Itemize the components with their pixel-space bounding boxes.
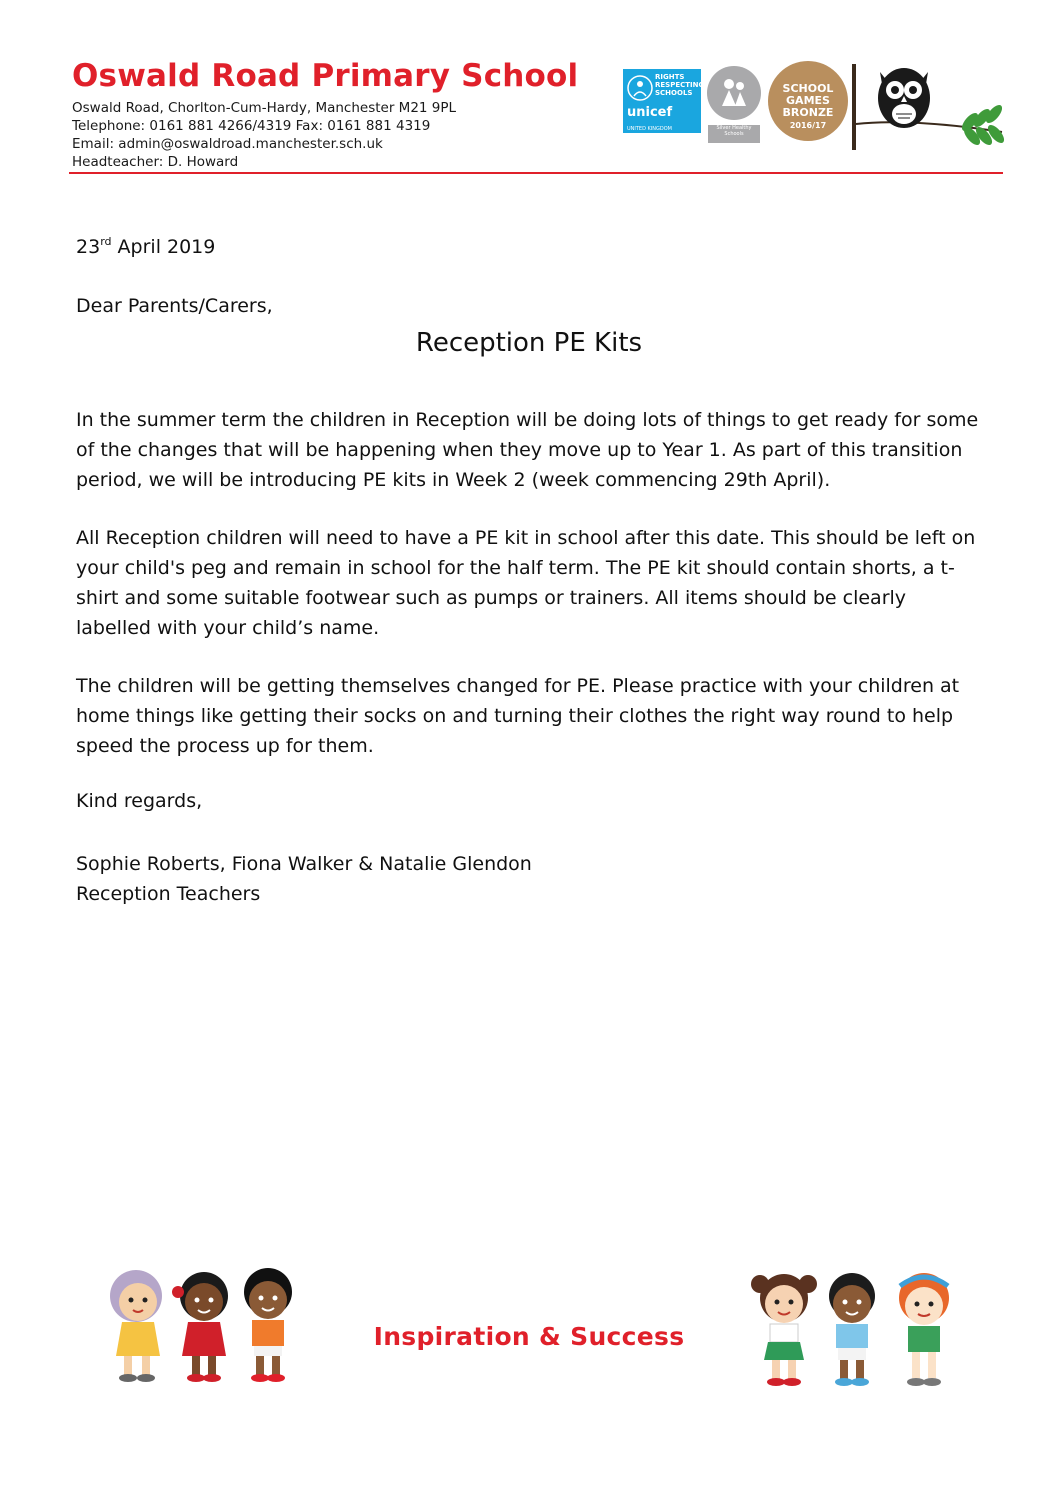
paragraph-2: All Reception children will need to have a PE kit in school after this date. This should be left on your child's peg and remain in school for the half term. The PE kit should contain shorts, a t-shirt and some suitable footwear such as pumps or trainers. All items should be clearly labelled with your child’s name.	[76, 527, 976, 639]
healthy-schools-label: Silver Healthy Schools	[708, 125, 760, 143]
school-telephone: Telephone: 0161 881 4266/4319 Fax: 0161 881 4319	[72, 118, 431, 134]
date-month-year: April 2019	[111, 236, 216, 258]
letterhead-divider	[69, 172, 1003, 174]
date-suffix: rd	[100, 235, 112, 248]
signer-names: Sophie Roberts, Fiona Walker & Natalie Glendon	[76, 853, 532, 875]
unicef-text: unicef	[627, 105, 673, 120]
letter-title: Reception PE Kits	[415, 328, 643, 358]
school-games-text: SCHOOL GAMES	[782, 82, 834, 107]
school-email: Email: admin@oswaldroad.manchester.sch.uk	[72, 136, 383, 152]
cartoon-children-right-icon	[744, 1262, 966, 1390]
paragraph-1: In the summer term the children in Reception will be doing lots of things to get ready for some of the changes that will be happening when they move up to Year 1. As part of this transition period, we will be introducing PE kits in Week 2 (week commencing 29th April).	[76, 409, 979, 491]
healthy-figures-icon	[707, 66, 761, 120]
letter-date	[76, 236, 215, 258]
healthy-schools-badge	[707, 66, 761, 120]
date-day: 23	[76, 236, 101, 258]
headteacher: Headteacher: D. Howard	[72, 154, 239, 170]
school-name: Oswald Road Primary School	[72, 58, 579, 94]
unicef-sub-text: UNITED KINGDOM	[627, 126, 672, 132]
signer-role: Reception Teachers	[76, 883, 261, 905]
rrs-text: RIGHTS RESPECTING SCHOOLS	[655, 73, 705, 97]
owl-logo-icon	[852, 62, 1008, 154]
school-games-level: BRONZE	[782, 106, 834, 119]
rights-respecting-schools-badge	[623, 69, 705, 133]
signature-block	[76, 849, 532, 909]
school-games-year: 2016/17	[789, 121, 827, 130]
school-motto: Inspiration & Success	[373, 1322, 685, 1351]
paragraph-3: The children will be getting themselves changed for PE. Please practice with your children at home things like getting their socks on and turning their clothes the right way round to help speed the process up for them.	[76, 675, 960, 757]
school-address: Oswald Road, Chorlton-Cum-Hardy, Manchester M21 9PL	[72, 100, 457, 116]
letter-greeting: Dear Parents/Carers,	[76, 295, 273, 317]
letter-closing: Kind regards,	[76, 790, 203, 812]
school-contact-block	[72, 99, 456, 171]
rrs-logo-icon	[626, 72, 654, 106]
school-games-badge	[768, 61, 848, 141]
